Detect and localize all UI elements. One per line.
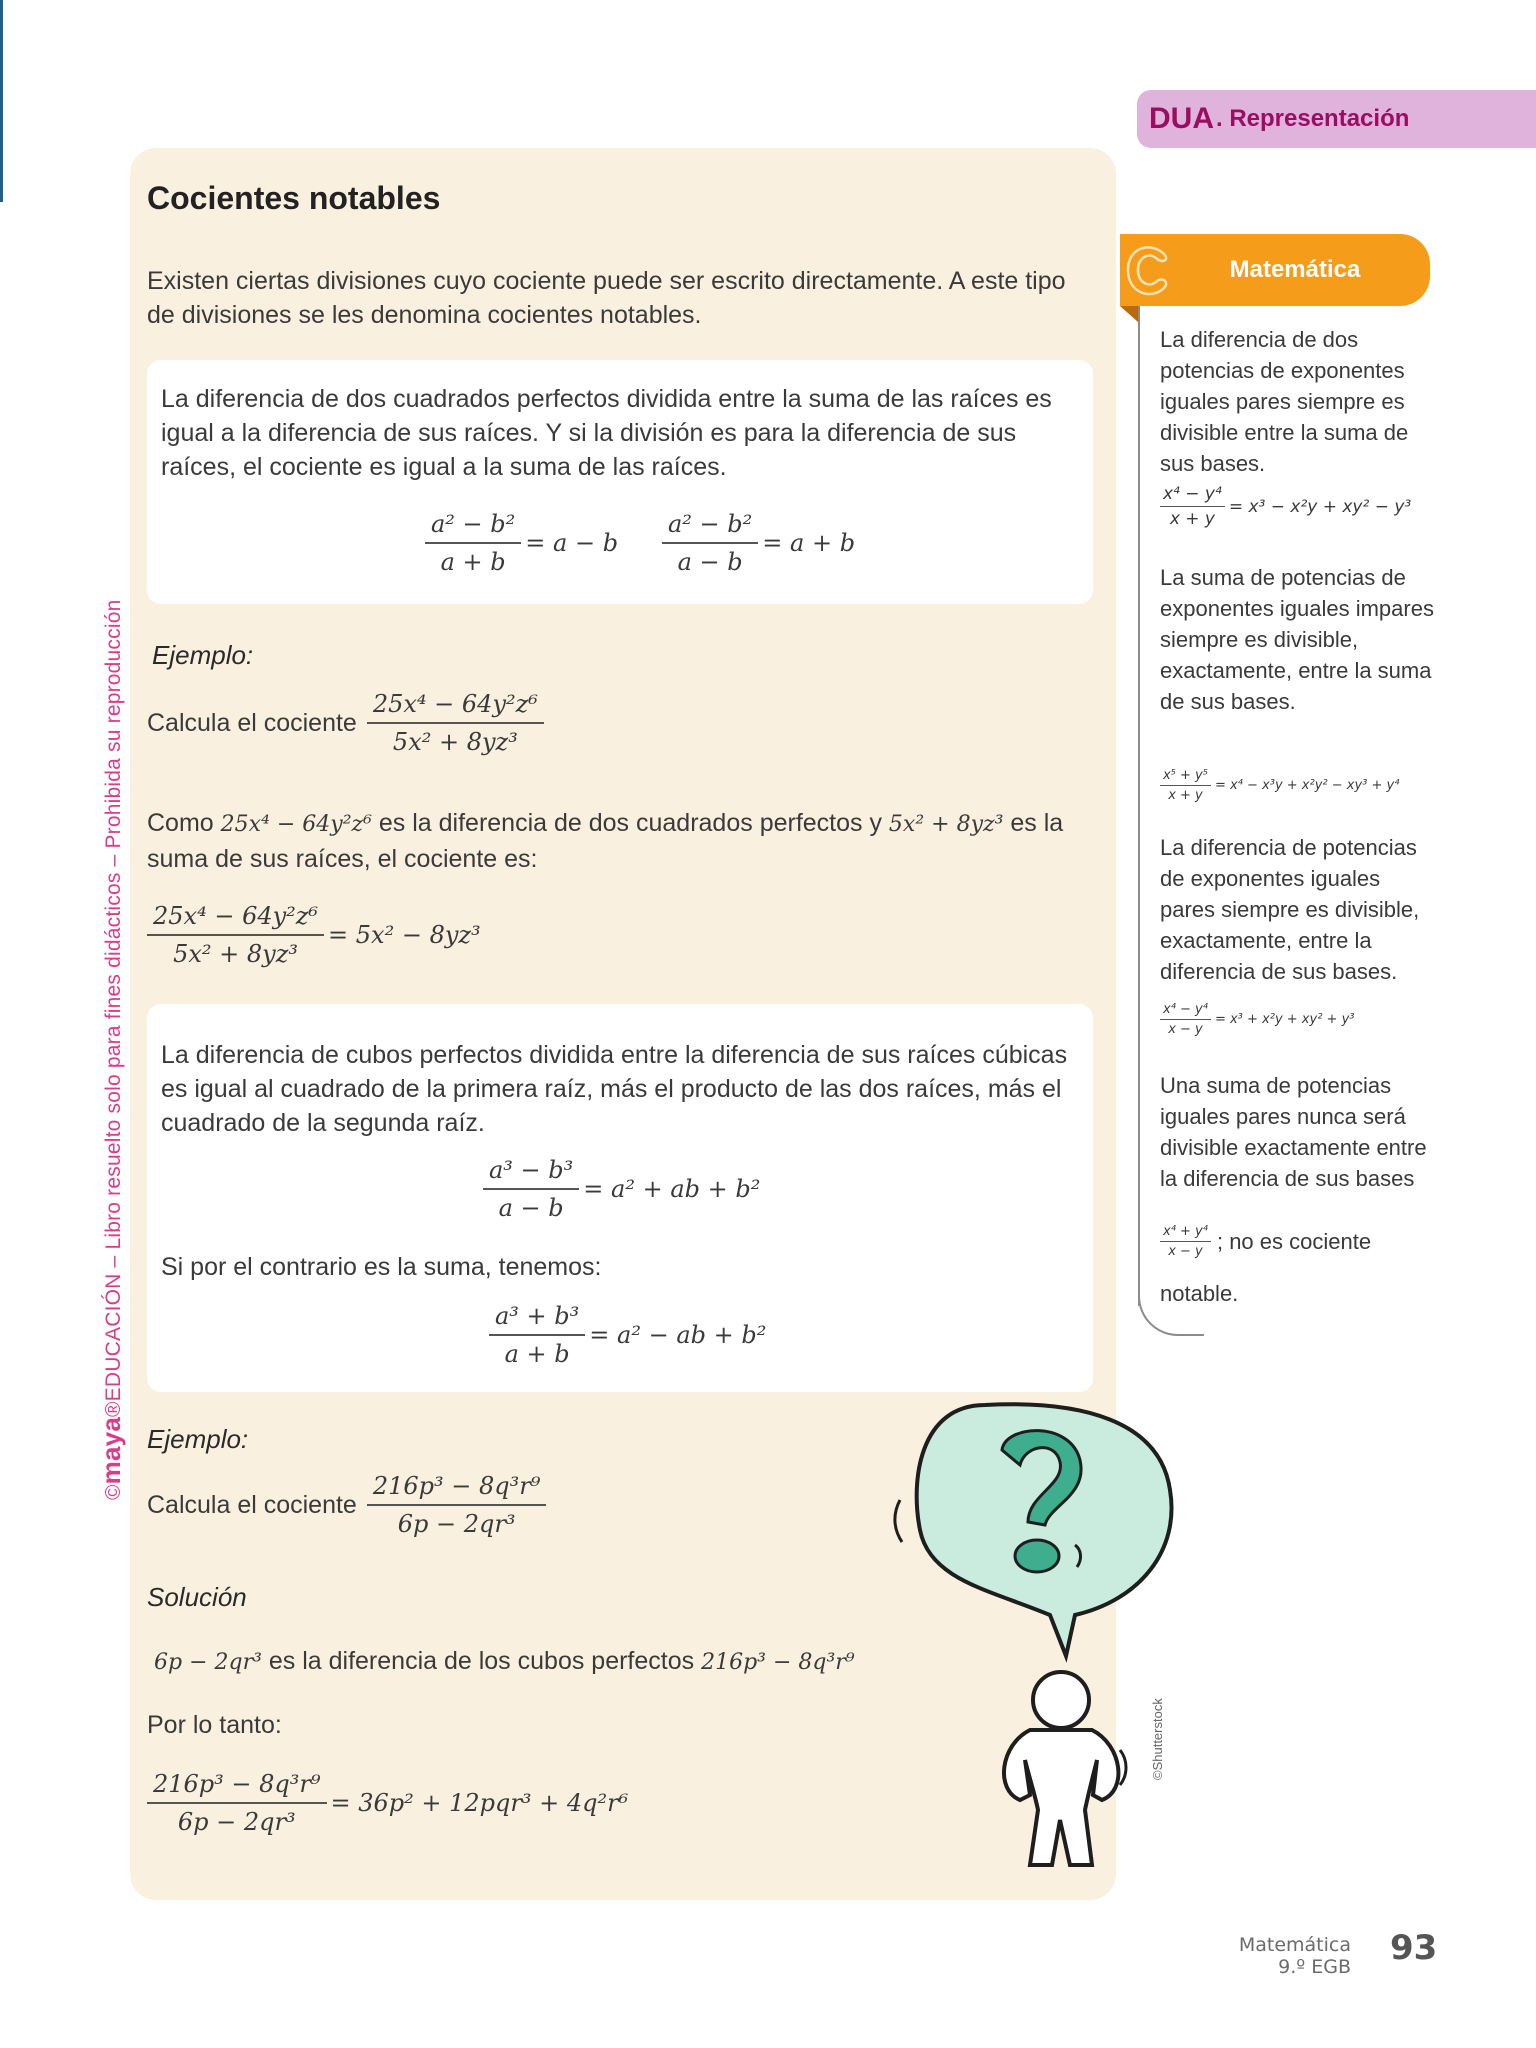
note-2: La suma de potencias de exponentes iguales impares siempre es divisible, exactamente, entre la suma de sus bases. bbox=[1160, 565, 1434, 714]
note-1: La diferencia de dos potencias de exponentes iguales pares siempre es divisible entre la suma de sus bases. bbox=[1160, 327, 1409, 476]
therefore-text: Por lo tanto: bbox=[147, 1711, 282, 1739]
prompt-text: Calcula el cociente bbox=[147, 1491, 357, 1519]
example1-result bbox=[147, 902, 481, 968]
result: = 36p² + 12pqr³ + 4q²r⁶ bbox=[330, 1789, 629, 1817]
denominator: x + y bbox=[1168, 788, 1203, 803]
text: es la diferencia de los cubos perfectos bbox=[268, 1647, 695, 1675]
sidebar-formula-3 bbox=[1160, 1002, 1354, 1037]
note-4-tail: ; no es cociente bbox=[1216, 1228, 1372, 1254]
page-title: Cocientes notables bbox=[147, 180, 441, 216]
credit-text: EDUCACIÓN – Libro resuelto solo para fines didácticos – Prohibida su reproducción bbox=[102, 599, 125, 1402]
sidebar-formula-1 bbox=[1160, 484, 1411, 529]
expression: 6p − 2qr³ bbox=[154, 1650, 262, 1675]
clip-icon bbox=[1122, 240, 1178, 302]
formula-cubes-sum bbox=[489, 1302, 766, 1368]
denominator: x − y bbox=[1168, 1244, 1203, 1259]
prompt-text: Calcula el cociente bbox=[147, 709, 357, 737]
grade-level: 9.º EGB bbox=[1278, 1956, 1351, 1978]
numerator: x⁴ − y⁴ bbox=[1160, 1002, 1211, 1020]
numerator: x⁵ + y⁵ bbox=[1160, 768, 1211, 786]
note-3: La diferencia de potencias de exponentes iguales pares siempre es divisible, exactamente, entre la diferencia de sus bases. bbox=[1160, 835, 1420, 984]
numerator: 216p³ − 8q³r⁹ bbox=[367, 1472, 547, 1506]
tab-label: Matemática bbox=[1229, 256, 1361, 283]
expression: 216p³ − 8q³r⁹ bbox=[701, 1650, 855, 1675]
numerator: x⁴ − y⁴ bbox=[1160, 484, 1225, 507]
result: = a² − ab + b² bbox=[589, 1321, 767, 1349]
image-credit: ©Shutterstock bbox=[1150, 1698, 1165, 1780]
numerator: a³ − b³ bbox=[483, 1156, 579, 1190]
result: = x⁴ − x³y + x²y² − xy³ + y⁴ bbox=[1214, 778, 1400, 793]
example1-explanation bbox=[147, 806, 1097, 876]
math-tab bbox=[1120, 234, 1430, 306]
denominator: x − y bbox=[1168, 1022, 1203, 1037]
note-4: Una suma de potencias iguales pares nunca será divisible exactamente entre la diferencia de sus bases bbox=[1160, 1073, 1427, 1191]
denominator: x + y bbox=[1169, 509, 1215, 529]
denominator: 5x² + 8yz³ bbox=[173, 940, 298, 968]
example-label-1: Ejemplo: bbox=[152, 640, 254, 670]
dua-banner bbox=[1137, 90, 1536, 148]
footer-subject bbox=[1239, 1934, 1351, 1978]
formula-squares-sum bbox=[425, 510, 618, 576]
expression: 25x⁴ − 64y²z⁶ bbox=[220, 812, 372, 837]
example2-prompt bbox=[147, 1472, 546, 1538]
rule-text-cubes: La diferencia de cubos perfectos dividida entre la diferencia de sus raíces cúbicas es igual al cuadrado de la primera raíz, más el producto de las dos raíces, más el cuadrado de la segunda raíz. bbox=[161, 1041, 1068, 1137]
registered-symbol: ® bbox=[102, 1401, 125, 1417]
result: = a² + ab + b² bbox=[583, 1175, 761, 1203]
contrary-text: Si por el contrario es la suma, tenemos: bbox=[161, 1253, 602, 1281]
result: = x³ − x²y + xy² − y³ bbox=[1228, 496, 1412, 517]
copyright-credit bbox=[96, 540, 126, 1500]
example1-prompt bbox=[147, 690, 544, 756]
sidebar-border bbox=[1138, 306, 1140, 1306]
result: = x³ + x²y + xy² + y³ bbox=[1214, 1012, 1355, 1027]
question-thought-bubble-icon bbox=[880, 1400, 1180, 1870]
intro-paragraph: Existen ciertas divisiones cuyo cociente puede ser escrito directamente. A este tipo de divisiones se les denomina cocientes notables. bbox=[147, 267, 1066, 329]
numerator: a² − b² bbox=[425, 510, 521, 544]
denominator: a − b bbox=[498, 1194, 564, 1222]
text: Como bbox=[147, 809, 214, 837]
rule-box-squares bbox=[147, 360, 1093, 604]
example-label-2: Ejemplo: bbox=[147, 1424, 249, 1454]
example2-result bbox=[147, 1770, 628, 1836]
result: = a − b bbox=[525, 529, 619, 557]
sidebar-formula-4 bbox=[1160, 1224, 1371, 1259]
expression: 5x² + 8yz³ bbox=[888, 812, 1004, 837]
numerator: x⁴ + y⁴ bbox=[1160, 1224, 1211, 1242]
denominator: a − b bbox=[677, 548, 743, 576]
solution-label: Solución bbox=[147, 1582, 247, 1612]
denominator: a + b bbox=[504, 1340, 570, 1368]
numerator: a² − b² bbox=[662, 510, 758, 544]
representation-label: . Representación bbox=[1216, 105, 1410, 132]
text: es la suma de sus raíces, el cociente es: bbox=[147, 809, 1064, 873]
copyright-symbol: © bbox=[102, 1484, 125, 1500]
dua-label: DUA bbox=[1149, 102, 1214, 135]
brand-logo: maya bbox=[96, 1417, 126, 1485]
rule-text-squares: La diferencia de dos cuadrados perfectos dividida entre la suma de las raíces es igual a la diferencia de sus raíces. Y si la división es para la diferencia de sus raíces, el cociente es igual a la suma de las raíces. bbox=[161, 385, 1052, 481]
sidebar-formula-2 bbox=[1160, 768, 1399, 803]
numerator: 25x⁴ − 64y²z⁶ bbox=[147, 902, 324, 936]
result: = a + b bbox=[762, 529, 856, 557]
rule-box-cubes bbox=[147, 1004, 1093, 1392]
formula-squares-diff bbox=[662, 510, 855, 576]
denominator: 5x² + 8yz³ bbox=[392, 728, 518, 756]
numerator: 216p³ − 8q³r⁹ bbox=[147, 1770, 327, 1804]
numerator: 25x⁴ − 64y²z⁶ bbox=[367, 690, 544, 724]
page-number: 93 bbox=[1390, 1928, 1438, 1968]
denominator: 6p − 2qr³ bbox=[177, 1808, 296, 1836]
denominator: 6p − 2qr³ bbox=[397, 1510, 516, 1538]
note-4-end: notable. bbox=[1160, 1281, 1239, 1306]
subject-name: Matemática bbox=[1238, 1934, 1351, 1956]
numerator: a³ + b³ bbox=[489, 1302, 585, 1336]
tab-fold bbox=[1120, 306, 1138, 322]
denominator: a + b bbox=[440, 548, 506, 576]
left-edge-bar bbox=[0, 0, 3, 202]
result: = 5x² − 8yz³ bbox=[328, 921, 481, 949]
text: es la diferencia de dos cuadrados perfectos y bbox=[378, 809, 882, 837]
formula-cubes-diff bbox=[483, 1156, 760, 1222]
